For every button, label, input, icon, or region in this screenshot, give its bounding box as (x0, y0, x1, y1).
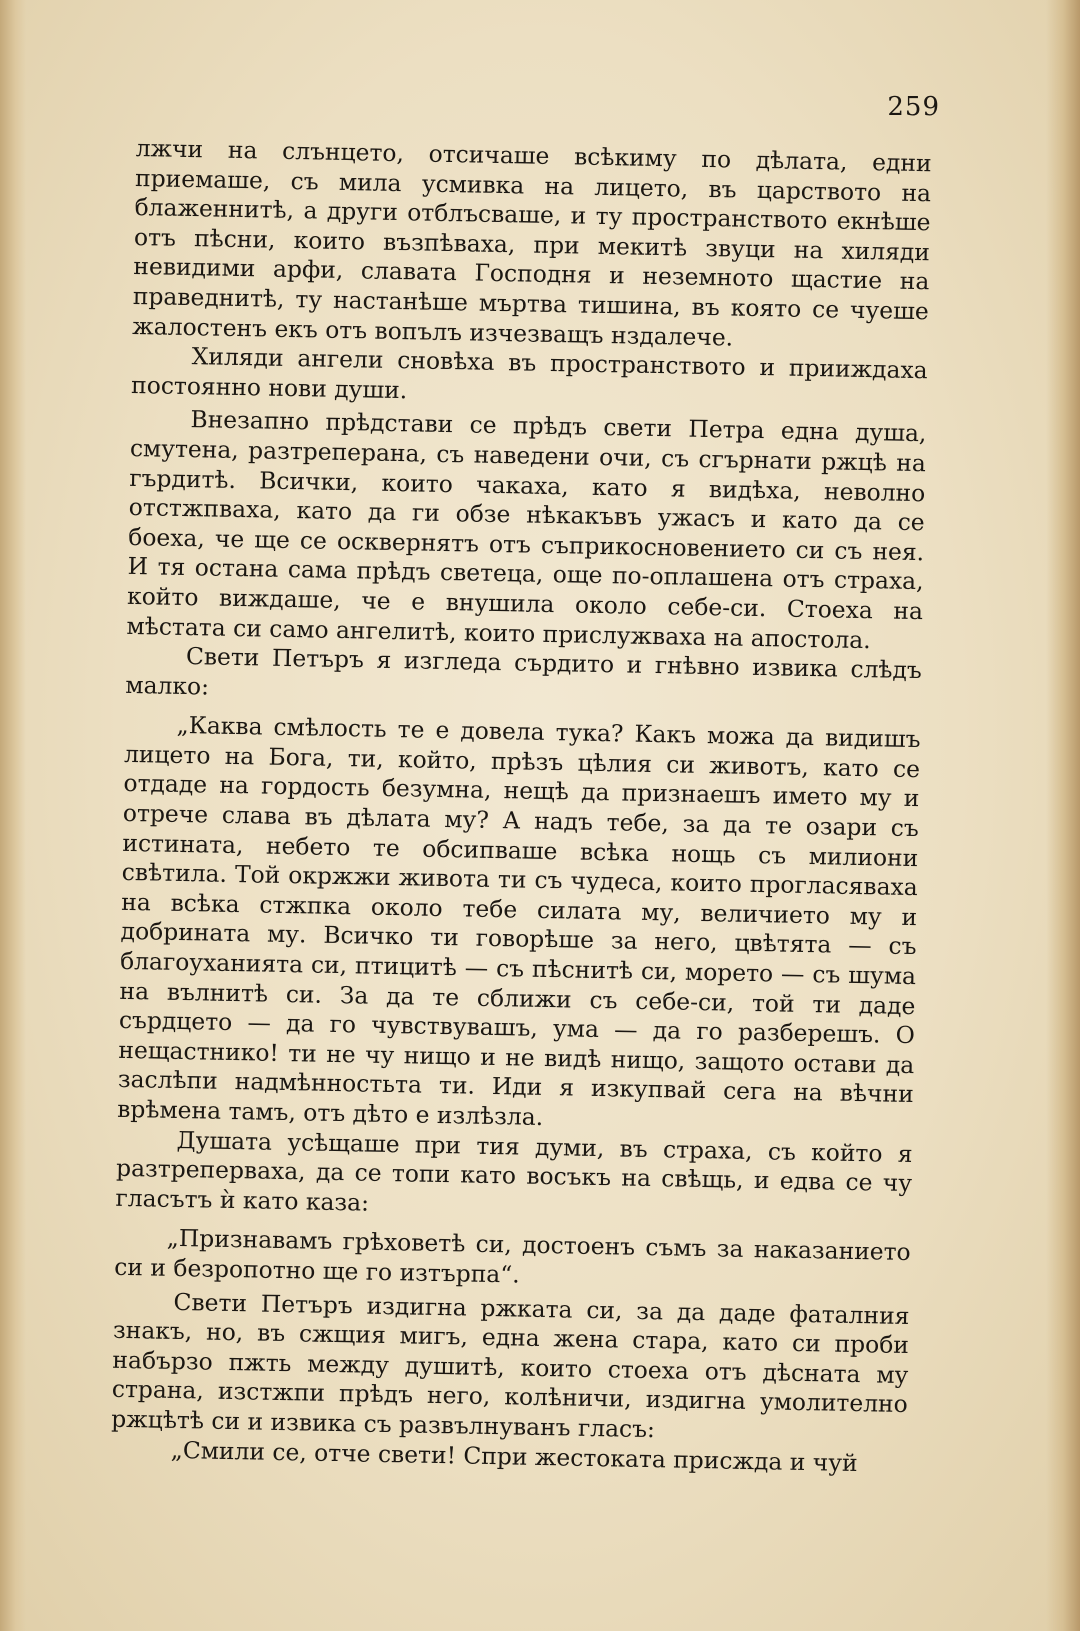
paragraph: Свети Петъръ издигна ржката си, за да даде фаталния знакъ, но, въ сжщия мигъ, една жена стара, като си проби набързо пжть между душитѣ, които стоеха отъ дѣсната му страна, изстжпи прѣдъ него, колѣничи, издигна умолително ржцѣтѣ си и извика съ развълнуванъ гласъ: (111, 1287, 910, 1444)
page-number: 259 (887, 92, 940, 122)
paragraph: Свети Петъръ я изгледа сърдито и гнѣвно извика слѣдъ малко: (125, 642, 923, 701)
body-text (110, 134, 931, 1479)
quoted-speech: „Признавамъ грѣховетѣ си, достоенъ съмъ за наказанието си и безропотно ще го изтърпа“. (113, 1224, 911, 1289)
page-edge-shadow-left (0, 0, 26, 1631)
quoted-speech: „Каква смѣлость те е довела тука? Какъ можа да видишъ лицето на Бога, ти, който, прѣзъ цѣлия си животъ, като се отдаде на гордость безумна, нещѣ да признаешъ името му и отрече слава въ дѣлата му? А надъ тебе, за да те озари съ истината, небето те обсипваше всѣка нощь съ милиони свѣтила. Той окржжи живота ти съ чудеса, които прогласяваха на всѣка стжпка около тебе силата му, величието му и добрината му. Всичко ти говорѣше за него, цвѣтята — съ благоуханията си, птицитѣ — съ пѣснитѣ си, морето — съ шума на вълнитѣ си. За да те сближи съ себе-си, той ти даде сърдцето — да го чувствувашъ, ума — да го разберешъ. О нещастнико! ти не чу нищо и не видѣ нищо, защото остави да заслѣпи надмѣнностьта ти. Иди я изкупвай сега на вѣчни врѣмена тамъ, отъ дѣто е излѣзла. (117, 711, 921, 1131)
paragraph: лжчи на слънцето, отсичаше всѣкиму по дѣлата, едни приемаше, съ мила усмивка на лицето, въ царството на блаженнитѣ, а други отблъсваше, и ту пространството екнѣше отъ пѣсни, които възпѣваха, при мекитѣ звуци на хиляди невидими арфи, славата Господня и неземното щастие на праведнитѣ, ту настанѣше мъртва тишина, въ която се чуеше жалостенъ екъ отъ вопълъ изчезващъ нздалече. (132, 134, 932, 352)
paragraph: Хиляди ангели сновѣха въ пространството и прииждаха постоянно нови души. (130, 342, 928, 405)
quoted-speech: „Смили се, отче свети! Спри жестоката присжда и чуй (170, 1435, 858, 1477)
paragraph: Внезапно прѣдстави се прѣдъ свети Петра една душа, смутена, разтреперана, съ наведени очи, съ сгърнати ржцѣ на гърдитѣ. Всички, които чакаха, като я видѣха, неволно отстжпваха, като да ги обзе нѣкакъвъ ужасъ и като да се боеха, че ще се осквернятъ отъ съприкосновението си съ нея. И тя остана сама прѣдъ светеца, още по-оплашена отъ страха, който виждаше, че е внушила около себе-си. Стоеха на мѣстата си само ангелитѣ, които прислужваха на апостола. (126, 405, 927, 654)
page-edge-shadow-right (1046, 0, 1080, 1631)
paragraph: Душата усѣщаше при тия думи, въ страха, съ който я разтреперваха, да се топи като восъкъ на свѣщь, и едва се чу гласътъ ѝ като каза: (115, 1125, 913, 1217)
